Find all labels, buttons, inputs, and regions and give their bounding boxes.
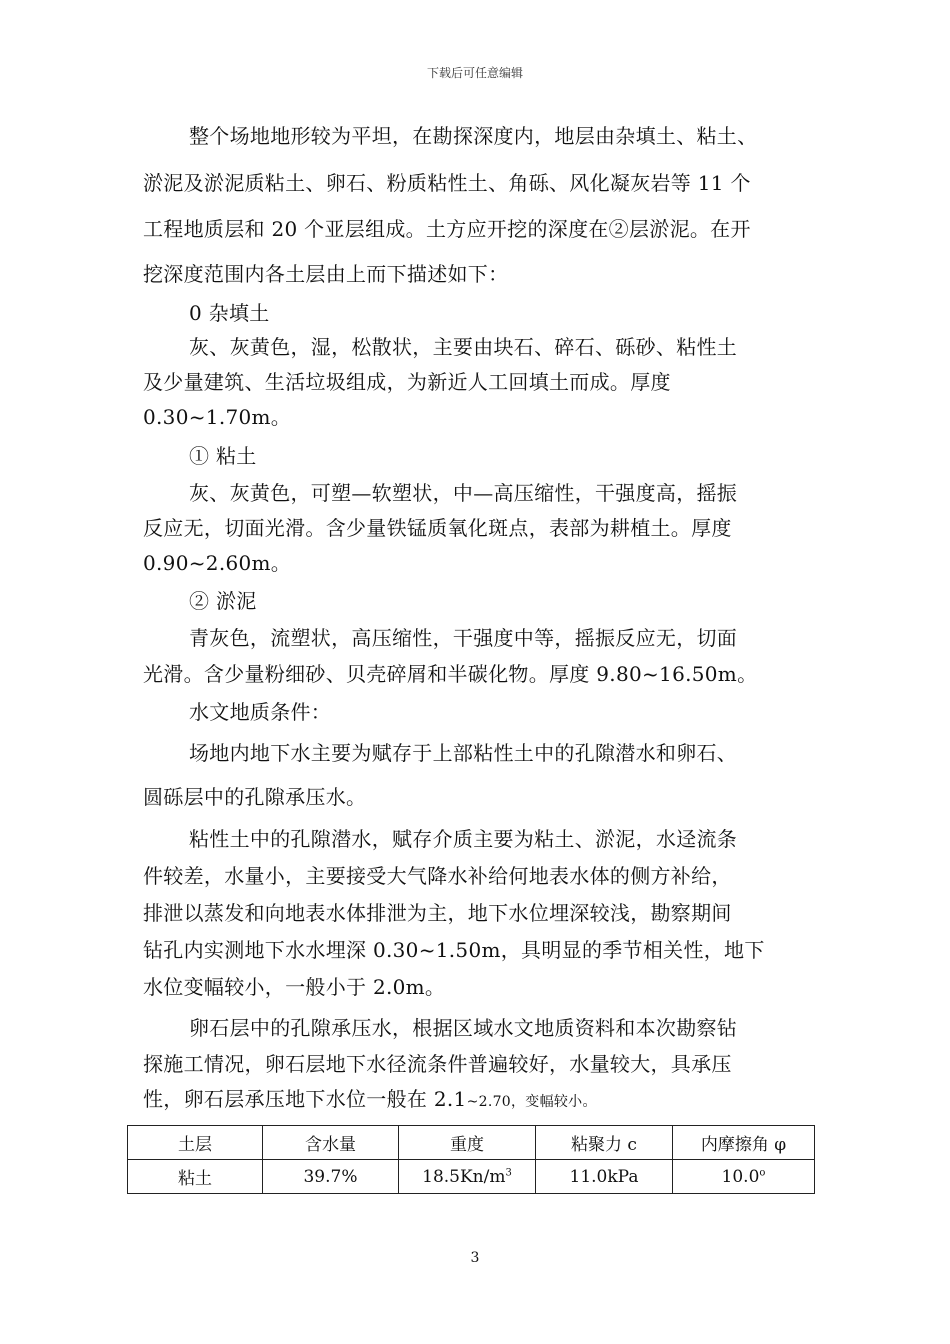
- paragraph-line: 挖深度范围内各土层由上而下描述如下：: [143, 262, 509, 286]
- paragraph-line: 0.90~2.60m。: [143, 551, 292, 575]
- table-cell-friction-angle: [673, 1160, 815, 1194]
- paragraph-line: 探施工情况，卵石层地下水径流条件普遍较好，水量较大，具承压: [143, 1052, 732, 1076]
- paragraph-line: 件较差，水量小，主要接受大气降水补给何地表水体的侧方补给，: [143, 864, 732, 888]
- table-header-cell: 土层: [128, 1126, 263, 1160]
- paragraph-line: 光滑。含少量粉细砂、贝壳碎屑和半碳化物。厚度 9.80~16.50m。: [143, 662, 758, 686]
- paragraph-line-small: ~2.70，变幅较小。: [466, 1094, 597, 1110]
- paragraph-line: 反应无，切面光滑。含少量铁锰质氧化斑点，表部为耕植土。厚度: [143, 516, 732, 540]
- paragraph-line: 粘性土中的孔隙潜水，赋存介质主要为粘土、淤泥，水迳流条: [189, 827, 738, 851]
- table-header-row: [128, 1126, 815, 1160]
- paragraph-line: 0.30~1.70m。: [143, 405, 292, 429]
- paragraph-line-main: 性，卵石层承压地下水位一般在 2.1: [143, 1087, 467, 1111]
- paragraph-line: 淤泥及淤泥质粘土、卵石、粉质粘性土、角砾、风化凝灰岩等 11 个: [143, 171, 751, 195]
- table-row: [128, 1160, 815, 1194]
- table-header-cell: 含水量: [263, 1126, 399, 1160]
- unit-weight-superscript: 3: [505, 1166, 512, 1178]
- table-cell-water-content: 39.7%: [263, 1160, 399, 1194]
- paragraph-line: 工程地质层和 20 个亚层组成。土方应开挖的深度在②层淤泥。在开: [143, 217, 751, 241]
- friction-angle-value: 10.0: [721, 1166, 760, 1187]
- paragraph-line: [143, 1087, 597, 1114]
- header-note: 下载后可任意编辑: [426, 66, 523, 80]
- unit-weight-value: 18.5Kn/m: [422, 1166, 506, 1187]
- table-header-cell: 重度: [399, 1126, 536, 1160]
- paragraph-line: 灰、灰黄色，可塑—软塑状，中—高压缩性，干强度高，摇振: [189, 481, 738, 505]
- paragraph-line: 圆砾层中的孔隙承压水。: [143, 785, 367, 809]
- friction-angle-superscript: o: [759, 1166, 766, 1178]
- section-heading: 0 杂填土: [189, 301, 270, 325]
- paragraph-line: 整个场地地形较为平坦，在勘探深度内，地层由杂填土、粘土、: [189, 124, 758, 148]
- table-cell-cohesion: 11.0kPa: [536, 1160, 673, 1194]
- section-heading: ① 粘土: [189, 444, 257, 468]
- paragraph-line: 水位变幅较小，一般小于 2.0m。: [143, 975, 446, 999]
- paragraph-line: 场地内地下水主要为赋存于上部粘性土中的孔隙潜水和卵石、: [189, 741, 738, 765]
- soil-properties-table: [127, 1125, 815, 1194]
- table-header-cell: 内摩擦角 φ: [673, 1126, 815, 1160]
- paragraph-line: 排泄以蒸发和向地表水体排泄为主，地下水位埋深较浅，勘察期间: [143, 901, 732, 925]
- section-heading: ② 淤泥: [189, 589, 257, 613]
- section-heading: 水文地质条件：: [189, 700, 332, 724]
- page-number: 3: [470, 1250, 480, 1266]
- paragraph-line: 钻孔内实测地下水水埋深 0.30~1.50m，具明显的季节相关性，地下: [143, 938, 765, 962]
- paragraph-line: 卵石层中的孔隙承压水，根据区域水文地质资料和本次勘察钻: [189, 1016, 738, 1040]
- paragraph-line: 灰、灰黄色，湿，松散状，主要由块石、碎石、砾砂、粘性土: [189, 335, 738, 359]
- paragraph-line: 青灰色，流塑状，高压缩性，干强度中等，摇振反应无，切面: [189, 626, 738, 650]
- table-cell-unit-weight: [399, 1160, 536, 1194]
- table-header-cell: 粘聚力 c: [536, 1126, 673, 1160]
- paragraph-line: 及少量建筑、生活垃圾组成，为新近人工回填土而成。厚度: [143, 370, 671, 394]
- table-cell-layer: 粘土: [128, 1160, 263, 1194]
